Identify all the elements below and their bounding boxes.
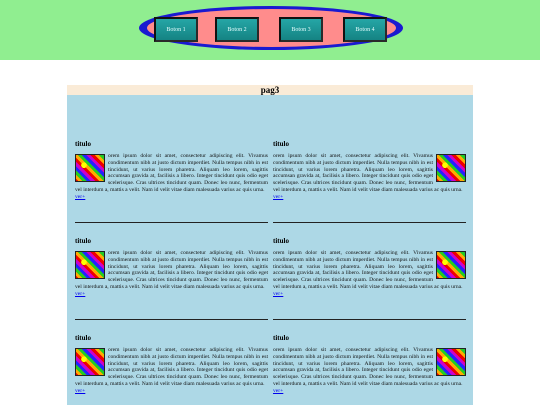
card-thumbnail — [75, 154, 105, 182]
card — [273, 237, 466, 327]
card-body — [273, 153, 466, 201]
header-bar — [0, 0, 540, 60]
card-thumbnail — [436, 251, 466, 279]
card-text: orem ipsum dolor sit amet, consectetur adipiscing elit. Vivamus condimentum nibh at justo dictum imperdiet. Nulla tempus nibh in est tincidunt, ut varius lorem pharetra. Aliquam leo lorem, sagittis accumsan gravida at, facilisis a libero. Integer tincidunt quis odio eget scelerisque. Cras ultrices tincidunt quam. Donec leo nunc, fermentum vel interdum a, mattis a velit. Nam id velit vitae diam malesuada varius ac quis urna. — [75, 153, 268, 193]
card-body — [273, 347, 466, 395]
ver-mas-link[interactable]: ver+ — [75, 290, 86, 297]
card-body — [75, 250, 268, 298]
card — [273, 334, 466, 405]
card — [75, 334, 268, 405]
ver-mas-link[interactable]: ver+ — [273, 193, 284, 200]
card — [75, 237, 268, 327]
nav-button-4[interactable]: Boton 4 — [343, 17, 387, 42]
card-title: titulo — [273, 334, 289, 342]
card — [273, 140, 466, 230]
card-title: titulo — [75, 334, 91, 342]
card-title: titulo — [75, 140, 91, 148]
card-text: orem ipsum dolor sit amet, consectetur adipiscing elit. Vivamus condimentum nibh at justo dictum imperdiet. Nulla tempus nibh in est tincidunt, ut varius lorem pharetra. Aliquam leo lorem, sagittis accumsan gravida at, facilisis a libero. Integer tincidunt quis odio eget scelerisque. Cras ultrices tincidunt quam. Donec leo nunc, fermentum vel interdum a, mattis a velit. Nam id velit vitae diam malesuada varius ac quis urna. — [75, 347, 268, 387]
card-text: orem ipsum dolor sit amet, consectetur adipiscing elit. Vivamus condimentum nibh at justo dictum imperdiet. Nulla tempus nibh in est tincidunt, ut varius lorem pharetra. Aliquam leo lorem, sagittis accumsan gravida at, facilisis a libero. Integer tincidunt quis odio eget scelerisque. Cras ultrices tincidunt quam. Donec leo nunc, fermentum vel interdum a, mattis a velit. Nam id velit vitae diam malesuada varius ac quis urna. — [75, 250, 268, 290]
card-text: orem ipsum dolor sit amet, consectetur adipiscing elit. Vivamus condimentum nibh at justo dictum imperdiet. Nulla tempus nibh in est tincidunt, ut varius lorem pharetra. Aliquam leo lorem, sagittis accumsan gravida at, facilisis a libero. Integer tincidunt quis odio eget scelerisque. Cras ultrices tincidunt quam. Donec leo nunc, fermentum vel interdum a, mattis a velit. Nam id velit vitae diam malesuada varius ac quis urna. — [273, 250, 463, 290]
card-title: titulo — [273, 237, 289, 245]
card — [75, 140, 268, 230]
ver-mas-link[interactable]: ver+ — [75, 387, 86, 394]
card-thumbnail — [436, 154, 466, 182]
card-thumbnail — [75, 348, 105, 376]
card-divider — [273, 319, 466, 320]
card-divider — [75, 222, 268, 223]
card-body — [75, 153, 268, 201]
ver-mas-link[interactable]: ver+ — [273, 290, 284, 297]
card-body — [273, 250, 466, 298]
card-title: titulo — [75, 237, 91, 245]
card-title: titulo — [273, 140, 289, 148]
card-thumbnail — [436, 348, 466, 376]
nav-button-3[interactable]: Boton 3 — [279, 17, 323, 42]
page-title: pag3 — [67, 85, 473, 95]
card-thumbnail — [75, 251, 105, 279]
content-panel — [67, 85, 473, 405]
ver-mas-link[interactable]: ver+ — [273, 387, 284, 394]
ver-mas-link[interactable]: ver+ — [75, 193, 86, 200]
nav-button-2[interactable]: Boton 2 — [215, 17, 259, 42]
card-divider — [273, 222, 466, 223]
card-text: orem ipsum dolor sit amet, consectetur adipiscing elit. Vivamus condimentum nibh at justo dictum imperdiet. Nulla tempus nibh in est tincidunt, ut varius lorem pharetra. Aliquam leo lorem, sagittis accumsan gravida at, facilisis a libero. Integer tincidunt quis odio eget scelerisque. Cras ultrices tincidunt quam. Donec leo nunc, fermentum vel interdum a, mattis a velit. Nam id velit vitae diam malesuada varius ac quis urna. — [273, 153, 463, 193]
card-text: orem ipsum dolor sit amet, consectetur adipiscing elit. Vivamus condimentum nibh at justo dictum imperdiet. Nulla tempus nibh in est tincidunt, ut varius lorem pharetra. Aliquam leo lorem, sagittis accumsan gravida at, facilisis a libero. Integer tincidunt quis odio eget scelerisque. Cras ultrices tincidunt quam. Donec leo nunc, fermentum vel interdum a, mattis a velit. Nam id velit vitae diam malesuada varius ac quis urna. — [273, 347, 463, 387]
card-divider — [75, 319, 268, 320]
card-body — [75, 347, 268, 395]
nav-button-1[interactable]: Boton 1 — [154, 17, 198, 42]
